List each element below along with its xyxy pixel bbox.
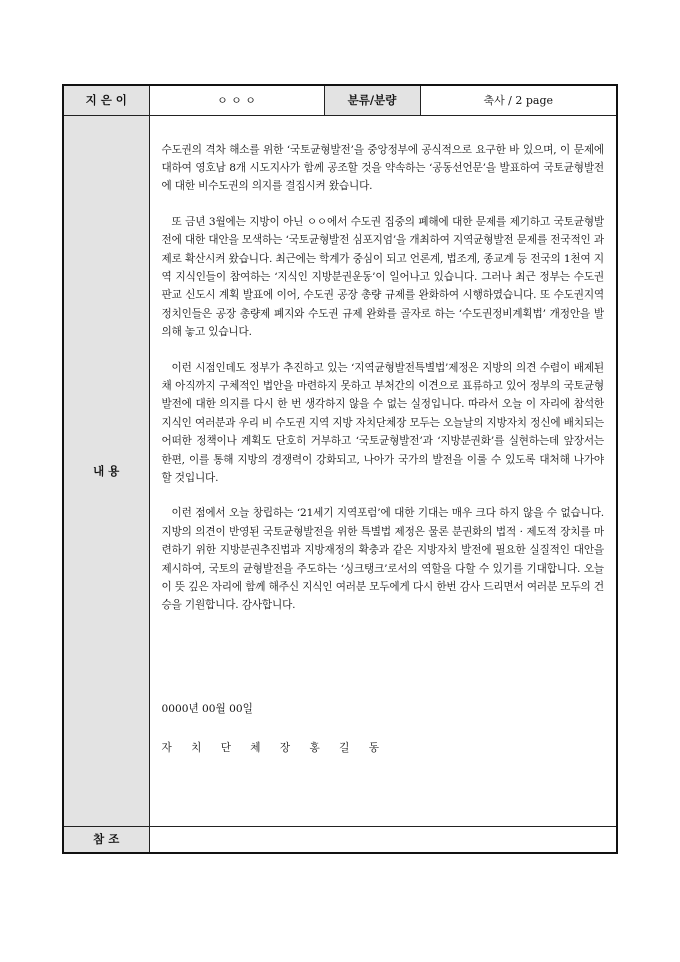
reference-label: 참 조 — [63, 826, 149, 853]
header-row — [63, 85, 617, 115]
paragraph-2: 또 금년 3월에는 지방이 아닌 ㅇㅇ에서 수도권 집중의 폐해에 대한 문제를 제기하고 국토균형발전에 대한 대안을 모색하는 ‘국토균형발전 심포지엄’을 개최하여 지역균형발전 문제를 전국적인 과제로 확산시켜 왔습니다. 최근에는 학계가 중심이 되고 언론계, 법조계, 종교계 등 전국의 1천여 지역 지식인들이 참여하는 ‘지식인 지방분권운동’이 일어나고 있습니다. 그러나 최근 정부는 수도권 판교 신도시 계획 발표에 이어, 수도권 공장 총량 규제를 완화하여 시행하였습니다. 또 수도권지역 정치인들은 공장 총량제 폐지와 수도권 규제 완화를 골자로 하는 ‘수도권정비계획법’ 개정안을 발의해 놓고 있습니다. — [161, 215, 604, 339]
paragraph-1: 수도권의 격차 해소를 위한 ‘국토균형발전’을 중앙정부에 공식적으로 요구한 바 있으며, 이 문제에 대하여 영호남 8개 시도지사가 함께 공조할 것을 약속하는 ‘공동선언문’을 발표하여 국토균형발전에 대한 비수도권의 의지를 결집시켜 왔습니다. — [161, 143, 604, 193]
paragraph-4: 이런 점에서 오늘 창립하는 ‘21세기 지역포럼’에 대한 기대는 매우 크다 하지 않을 수 없습니다. 지방의 의견이 반영된 국토균형발전을 위한 특별법 제정은 물론 분권화의 법적 · 제도적 장치를 마련하기 위한 지방분권추진법과 지방재정의 확충과 같은 지방자치 발전에 필요한 실질적인 대안을 제시하여, 국토의 균형발전을 주도하는 ‘싱크탱크’로서의 역할을 다할 수 있기를 기대합니다. 오늘 이 뜻 깊은 자리에 함께 해주신 지식인 여러분 모두에게 다시 한번 감사 드리면서 여러분 모두의 건승을 기원합니다. 감사합니다. — [161, 507, 604, 612]
speaker-signature: 자 치 단 체 장 홍 길 동 — [161, 741, 383, 754]
reference-row — [63, 826, 617, 853]
content-label: 내 용 — [63, 115, 149, 826]
content-row — [63, 115, 617, 826]
speech-date: 0000년 00월 00일 — [161, 702, 253, 715]
paragraph-3: 이런 시점인데도 정부가 추진하고 있는 ‘지역균형발전특별법’제정은 지방의 의견 수렴이 배제된 채 아직까지 구체적인 법안을 마련하지 못하고 부처간의 이견으로 표류하고 있어 정부의 국토균형발전에 대한 의지를 다시 한 번 생각하지 않을 수 없는 실정입니다. 따라서 오늘 이 자리에 참석한 지식인 여러분과 우리 비 수도권 지역 지방 자치단체장 모두는 오늘날의 지방자치 정신에 배치되는 어떠한 정책이나 계획도 단호히 거부하고 ‘국토균형발전’과 ‘지방분권화’를 실현하는데 앞장서는 한편, 이를 통해 지방의 경쟁력이 강화되고, 나아가 국가의 발전을 이룰 수 있도록 대처해 나가야 할 것입니다. — [161, 361, 604, 484]
speech-form-table — [62, 84, 618, 854]
document-sheet — [62, 84, 616, 854]
category-value: 축사 / 2 page — [420, 85, 617, 115]
content-body — [149, 115, 617, 826]
author-value: ㅇ ㅇ ㅇ — [149, 85, 324, 115]
category-label: 분류/분량 — [324, 85, 420, 115]
author-label: 지 은 이 — [63, 85, 149, 115]
reference-value — [149, 826, 617, 853]
